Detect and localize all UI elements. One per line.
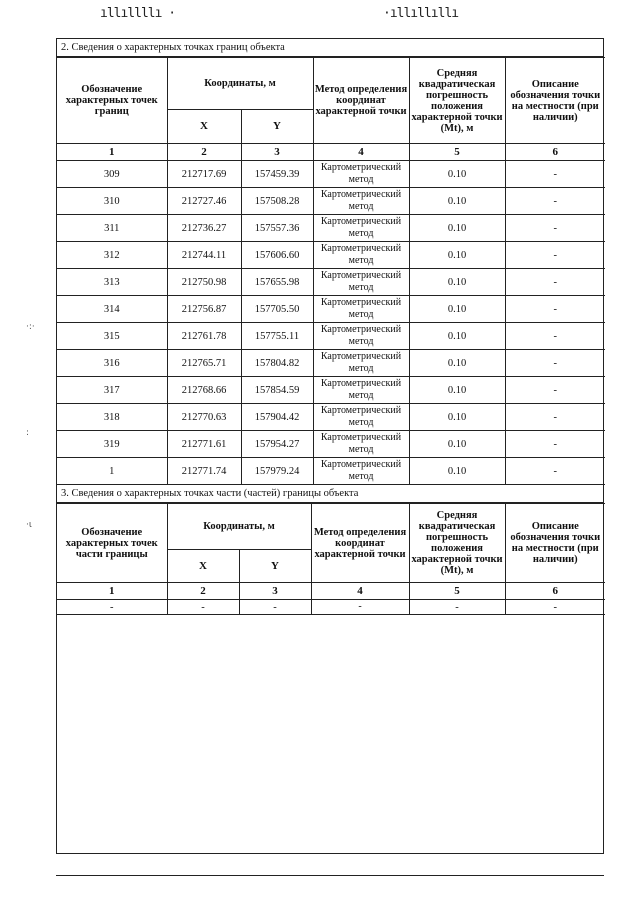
cell-method: Картометрический метод [313, 350, 409, 377]
cell-accuracy: 0.10 [409, 377, 505, 404]
cell-point: 309 [57, 161, 167, 188]
column-number: 2 [167, 583, 239, 600]
header-coordinates: Координаты, м [167, 504, 311, 550]
header-coordinates: Координаты, м [167, 58, 313, 110]
header-point: Обозначение характерных точек границ [57, 58, 167, 144]
cell-accuracy: - [409, 600, 505, 615]
cell-description: - [505, 323, 605, 350]
header-y: Y [239, 550, 311, 583]
table-row [57, 296, 605, 323]
cell-description: - [505, 296, 605, 323]
cell-point: 311 [57, 215, 167, 242]
cell-method: Картометрический метод [313, 161, 409, 188]
cell-y: 157904.42 [241, 404, 313, 431]
cell-x: 212770.63 [167, 404, 241, 431]
cell-accuracy: 0.10 [409, 458, 505, 485]
side-mark: ·ι [26, 520, 32, 530]
cell-accuracy: 0.10 [409, 350, 505, 377]
cell-accuracy: 0.10 [409, 296, 505, 323]
cell-x: 212768.66 [167, 377, 241, 404]
scan-marks-right: ·ıllıllıllı [383, 6, 459, 21]
cell-method: Картометрический метод [313, 242, 409, 269]
table-row [57, 600, 605, 615]
scan-marks-left: ıllıllllı · [100, 6, 176, 21]
cell-description: - [505, 161, 605, 188]
cell-point: 313 [57, 269, 167, 296]
side-mark: : [26, 428, 30, 438]
cell-method: Картометрический метод [313, 188, 409, 215]
column-number: 5 [409, 144, 505, 161]
cell-y: 157459.39 [241, 161, 313, 188]
cell-description: - [505, 600, 605, 615]
cell-method: Картометрический метод [313, 458, 409, 485]
cell-accuracy: 0.10 [409, 188, 505, 215]
cell-y: 157854.59 [241, 377, 313, 404]
cell-x: 212771.61 [167, 431, 241, 458]
cell-description: - [505, 458, 605, 485]
cell-x: 212727.46 [167, 188, 241, 215]
table-row [57, 188, 605, 215]
cell-accuracy: 0.10 [409, 431, 505, 458]
table-row [57, 323, 605, 350]
column-number: 1 [57, 583, 167, 600]
cell-accuracy: 0.10 [409, 323, 505, 350]
cell-y: - [239, 600, 311, 615]
column-number: 6 [505, 144, 605, 161]
cell-description: - [505, 431, 605, 458]
cell-x: 212736.27 [167, 215, 241, 242]
section-title: 2. Сведения о характерных точках границ объекта [57, 39, 603, 57]
cell-point: 317 [57, 377, 167, 404]
cell-method: - [311, 600, 409, 615]
table-row [57, 431, 605, 458]
column-number: 6 [505, 583, 605, 600]
table-row [57, 215, 605, 242]
cell-y: 157508.28 [241, 188, 313, 215]
cell-method: Картометрический метод [313, 431, 409, 458]
cell-point: - [57, 600, 167, 615]
table-row [57, 377, 605, 404]
cell-y: 157655.98 [241, 269, 313, 296]
cell-point: 1 [57, 458, 167, 485]
cell-y: 157606.60 [241, 242, 313, 269]
cell-point: 319 [57, 431, 167, 458]
cell-accuracy: 0.10 [409, 404, 505, 431]
table-row [57, 350, 605, 377]
header-x: X [167, 550, 239, 583]
column-number: 4 [313, 144, 409, 161]
column-number: 3 [241, 144, 313, 161]
header-accuracy: Средняя квадратическая погрешность положения характерной точки (Mt), м [409, 504, 505, 583]
cell-method: Картометрический метод [313, 323, 409, 350]
cell-x: - [167, 600, 239, 615]
cell-description: - [505, 377, 605, 404]
cell-y: 157755.11 [241, 323, 313, 350]
cell-accuracy: 0.10 [409, 242, 505, 269]
column-number: 2 [167, 144, 241, 161]
cell-y: 157557.36 [241, 215, 313, 242]
cell-description: - [505, 269, 605, 296]
header-y: Y [241, 110, 313, 144]
cell-x: 212761.78 [167, 323, 241, 350]
cell-method: Картометрический метод [313, 269, 409, 296]
cell-point: 314 [57, 296, 167, 323]
cell-y: 157979.24 [241, 458, 313, 485]
cell-x: 212765.71 [167, 350, 241, 377]
column-number: 4 [311, 583, 409, 600]
cell-point: 316 [57, 350, 167, 377]
boundary-points-table [57, 57, 605, 485]
cell-description: - [505, 242, 605, 269]
cell-description: - [505, 215, 605, 242]
cell-x: 212756.87 [167, 296, 241, 323]
side-mark: ·:· [26, 322, 35, 332]
table-row [57, 269, 605, 296]
header-x: X [167, 110, 241, 144]
cell-x: 212744.11 [167, 242, 241, 269]
header-method: Метод определения координат характерной точки [311, 504, 409, 583]
header-point: Обозначение характерных точек части границы [57, 504, 167, 583]
cell-accuracy: 0.10 [409, 269, 505, 296]
section-title: 3. Сведения о характерных точках части (частей) границы объекта [57, 485, 603, 503]
cell-y: 157705.50 [241, 296, 313, 323]
cell-point: 312 [57, 242, 167, 269]
cell-method: Картометрический метод [313, 215, 409, 242]
cell-y: 157804.82 [241, 350, 313, 377]
cell-x: 212771.74 [167, 458, 241, 485]
table-row [57, 242, 605, 269]
cell-accuracy: 0.10 [409, 161, 505, 188]
cell-x: 212750.98 [167, 269, 241, 296]
cell-description: - [505, 404, 605, 431]
header-description: Описание обозначения точки на местности (при наличии) [505, 504, 605, 583]
cell-description: - [505, 350, 605, 377]
cell-point: 310 [57, 188, 167, 215]
document-frame [56, 38, 604, 854]
cell-method: Картометрический метод [313, 377, 409, 404]
table-row [57, 458, 605, 485]
cell-x: 212717.69 [167, 161, 241, 188]
cell-method: Картометрический метод [313, 296, 409, 323]
column-number: 5 [409, 583, 505, 600]
cell-description: - [505, 188, 605, 215]
header-accuracy: Средняя квадратическая погрешность положения характерной точки (Mt), м [409, 58, 505, 144]
header-method: Метод определения координат характерной точки [313, 58, 409, 144]
bottom-rule [56, 875, 604, 876]
table-row [57, 161, 605, 188]
column-number: 1 [57, 144, 167, 161]
column-number: 3 [239, 583, 311, 600]
cell-y: 157954.27 [241, 431, 313, 458]
part-boundary-points-table [57, 503, 605, 615]
table-row [57, 404, 605, 431]
header-description: Описание обозначения точки на местности (при наличии) [505, 58, 605, 144]
cell-point: 315 [57, 323, 167, 350]
cell-accuracy: 0.10 [409, 215, 505, 242]
cell-point: 318 [57, 404, 167, 431]
cell-method: Картометрический метод [313, 404, 409, 431]
